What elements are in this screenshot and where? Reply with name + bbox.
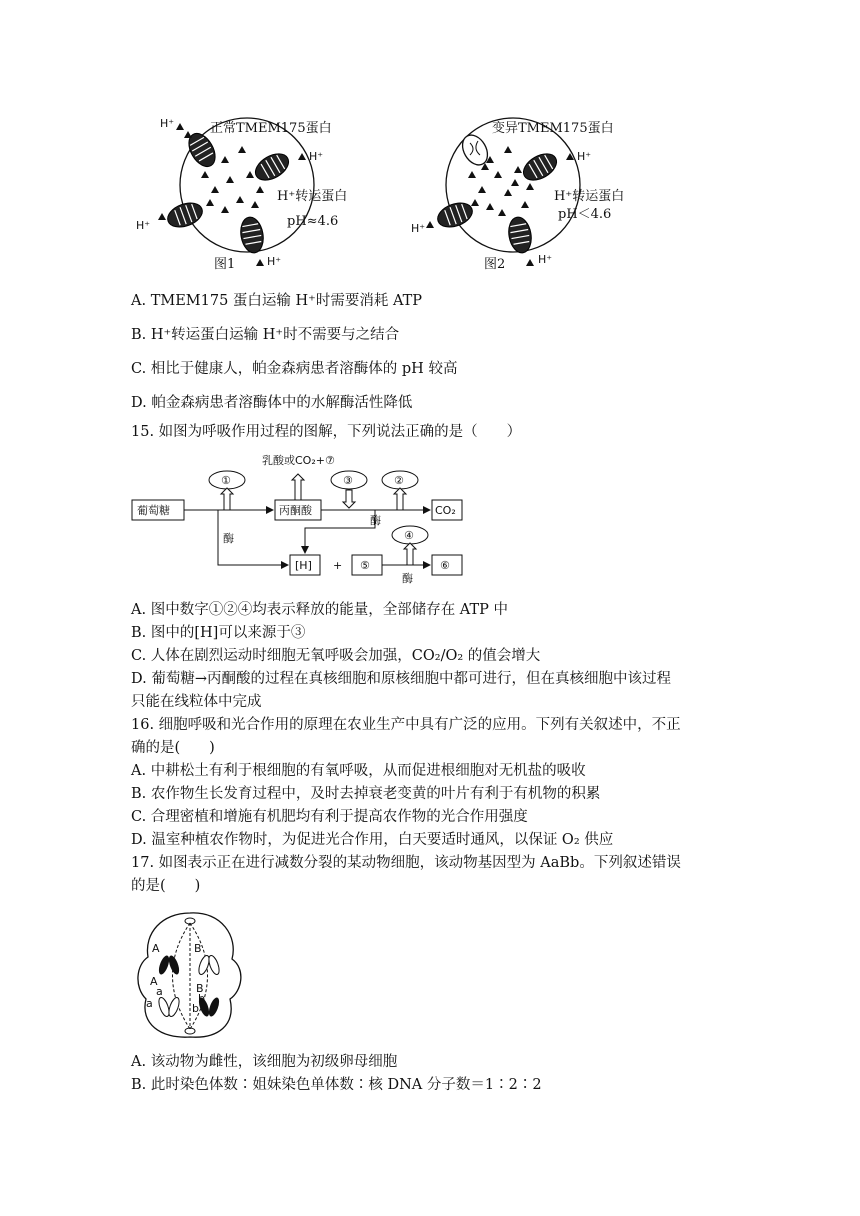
q15-option-c: C. 人体在剧烈运动时细胞无氧呼吸会加强，CO₂/O₂ 的值会增大 (131, 648, 541, 664)
circle1-label: ① (221, 474, 231, 487)
fig2-transporter-label: H⁺转运蛋白 (554, 189, 625, 204)
gene-label-b2: b (192, 1002, 199, 1015)
q15-option-d-cont: 只能在线粒体中完成 (131, 694, 262, 710)
circle4-label: ④ (404, 529, 414, 542)
circle5-label: ⑤ (360, 559, 370, 572)
gene-label-A2: A (150, 975, 158, 988)
q17-option-a: A. 该动物为雌性，该细胞为初级卵母细胞 (131, 1054, 398, 1070)
lactic-label: 乳酸或CO₂+⑦ (262, 454, 335, 467)
enzyme-label-1: 酶 (223, 532, 234, 545)
figure-2 (411, 118, 624, 272)
enzyme-label-3: 酶 (402, 572, 413, 585)
q16-option-d: D. 温室种植农作物时，为促进光合作用，白天要适时通风，以保证 O₂ 供应 (131, 832, 614, 848)
q14-option-c: C. 相比于健康人，帕金森病患者溶酶体的 pH 较高 (131, 361, 458, 377)
q15-option-b: B. 图中的[H]可以来源于③ (131, 625, 306, 641)
fig1-caption: 图1 (214, 257, 236, 272)
fig1-protein-label: 正常TMEM175蛋白 (210, 121, 332, 136)
lysosome-figures (130, 105, 650, 280)
q15-stem: 15. 如图为呼吸作用过程的图解，下列说法正确的是（ ） (131, 424, 522, 440)
gene-label-a1: a (156, 985, 163, 998)
gene-label-a2: a (146, 997, 153, 1010)
q15-option-a: A. 图中数字①②④均表示释放的能量，全部储存在 ATP 中 (131, 602, 509, 618)
pyruvate-label: 丙酮酸 (279, 504, 312, 517)
q17-stem-1: 17. 如图表示正在进行减数分裂的某动物细胞，该动物基因型为 AaBb。下列叙述错误 (131, 855, 681, 871)
fig2-protein-label: 变异TMEM175蛋白 (492, 121, 614, 136)
circle3-label: ③ (343, 474, 353, 487)
gene-label-B1: B (194, 942, 202, 955)
fig1-transporter-label: H⁺转运蛋白 (277, 189, 348, 204)
gene-label-A1: A (152, 942, 160, 955)
fig2-ph-label: pH＜4.6 (558, 207, 612, 222)
co2-label: CO₂ (435, 504, 456, 517)
q14-option-d: D. 帕金森病患者溶酶体中的水解酶活性降低 (131, 395, 413, 411)
q16-option-b: B. 农作物生长发育过程中，及时去掉衰老变黄的叶片有利于有机物的积累 (131, 786, 601, 802)
q16-option-c: C. 合理密植和增施有机肥均有利于提高农作物的光合作用强度 (131, 809, 528, 825)
glucose-label: 葡萄糖 (137, 504, 170, 517)
fig2-ion-label-1: H⁺ (577, 150, 592, 163)
gene-label-b1: b (198, 992, 205, 1005)
fig2-caption: 图2 (484, 257, 506, 272)
circle6-label: ⑥ (440, 559, 450, 572)
fig1-ion-label-1: H⁺ (160, 117, 175, 130)
enzyme-label-2: 酶 (370, 514, 381, 527)
q15-option-d: D. 葡萄糖→丙酮酸的过程在真核细胞和原核细胞中都可进行，但在真核细胞中该过程 (131, 671, 671, 687)
q16-stem-2: 确的是( ) (131, 740, 215, 756)
h-label: [H] (295, 559, 312, 572)
fig2-ion-label-3: H⁺ (538, 253, 553, 266)
fig1-ion-label-3: H⁺ (136, 219, 151, 232)
q14-option-a: A. TMEM175 蛋白运输 H⁺时需要消耗 ATP (131, 293, 423, 309)
circle2-label: ② (394, 474, 404, 487)
q17-option-b: B. 此时染色体数∶姐妹染色单体数∶核 DNA 分子数＝1∶2∶2 (131, 1077, 542, 1093)
q17-stem-2: 的是( ) (131, 878, 201, 894)
respiration-diagram (130, 450, 470, 590)
fig1-ion-label-4: H⁺ (267, 255, 282, 268)
fig1-ion-label-2: H⁺ (309, 150, 324, 163)
plus-sign: + (333, 559, 343, 572)
q14-option-b: B. H⁺转运蛋白运输 H⁺时不需要与之结合 (131, 327, 400, 343)
figure-1 (136, 117, 347, 272)
fig2-ion-label-2: H⁺ (411, 222, 426, 235)
q16-stem-1: 16. 细胞呼吸和光合作用的原理在农业生产中具有广泛的应用。下列有关叙述中，不正 (131, 717, 681, 733)
meiosis-cell-figure (130, 907, 255, 1042)
fig1-ph-label: pH≈4.6 (287, 214, 339, 229)
q16-option-a: A. 中耕松土有利于根细胞的有氧呼吸，从而促进根细胞对无机盐的吸收 (131, 763, 586, 779)
gene-label-B2: B (196, 982, 204, 995)
